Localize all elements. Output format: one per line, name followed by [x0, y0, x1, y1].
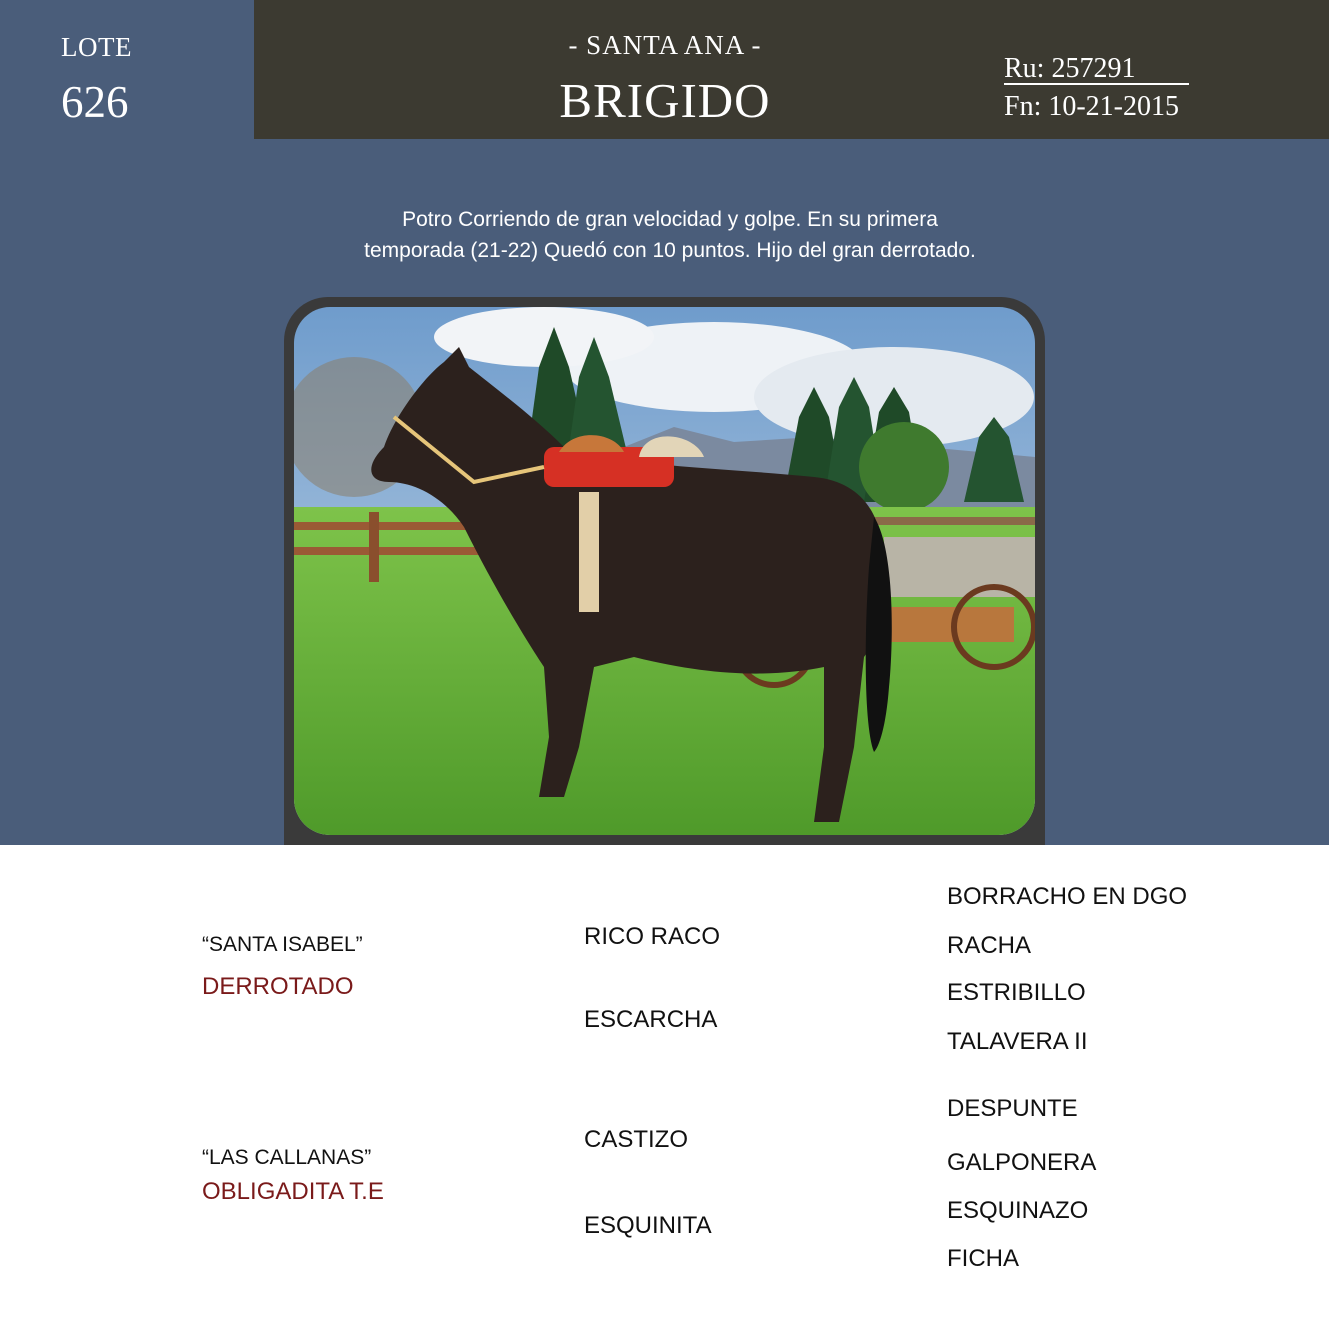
horse-name: BRIGIDO	[559, 73, 771, 128]
sire-sire-sire: BORRACHO EN DGO	[947, 883, 1188, 910]
sire-dam: ESCARCHA	[584, 1006, 718, 1033]
sire-sire-dam: RACHA	[947, 932, 1032, 959]
dam-dam-dam: FICHA	[947, 1245, 1019, 1272]
header-bar	[254, 0, 1329, 139]
dam-dam-sire: ESQUINAZO	[947, 1197, 1089, 1224]
horse-photo	[294, 307, 1035, 835]
photo-frame	[284, 297, 1045, 845]
description-line-2: temporada (21-22) Quedó con 10 puntos. Hijo del gran derrotado.	[364, 239, 976, 262]
lot-box	[0, 0, 254, 139]
description-line-1: Potro Corriendo de gran velocidad y golpe. En su primera	[402, 208, 938, 231]
sire-dam-sire: ESTRIBILLO	[947, 979, 1086, 1006]
lot-label: LOTE	[61, 32, 132, 62]
dam-breeder: “LAS CALLANAS”	[202, 1146, 372, 1169]
dam-sire-sire: DESPUNTE	[947, 1095, 1078, 1122]
sire-breeder: “SANTA ISABEL”	[202, 933, 363, 956]
dam-sire-dam: GALPONERA	[947, 1149, 1097, 1176]
registration-info	[1004, 50, 1189, 126]
dam-name: OBLIGADITA T.E	[202, 1178, 384, 1205]
sire-name: DERROTADO	[202, 973, 354, 1000]
lot-number: 626	[61, 77, 129, 127]
dam-dam: ESQUINITA	[584, 1212, 712, 1239]
sire-sire: RICO RACO	[584, 923, 721, 950]
registration-number: Ru: 257291	[1004, 55, 1189, 85]
dam-sire: CASTIZO	[584, 1126, 689, 1153]
horse-description	[280, 204, 1060, 266]
horse-photo-illustration	[294, 307, 1035, 835]
birth-date: Fn: 10-21-2015	[1004, 91, 1179, 122]
sire-dam-dam: TALAVERA II	[947, 1028, 1088, 1055]
breeder-name: - SANTA ANA -	[568, 30, 762, 60]
